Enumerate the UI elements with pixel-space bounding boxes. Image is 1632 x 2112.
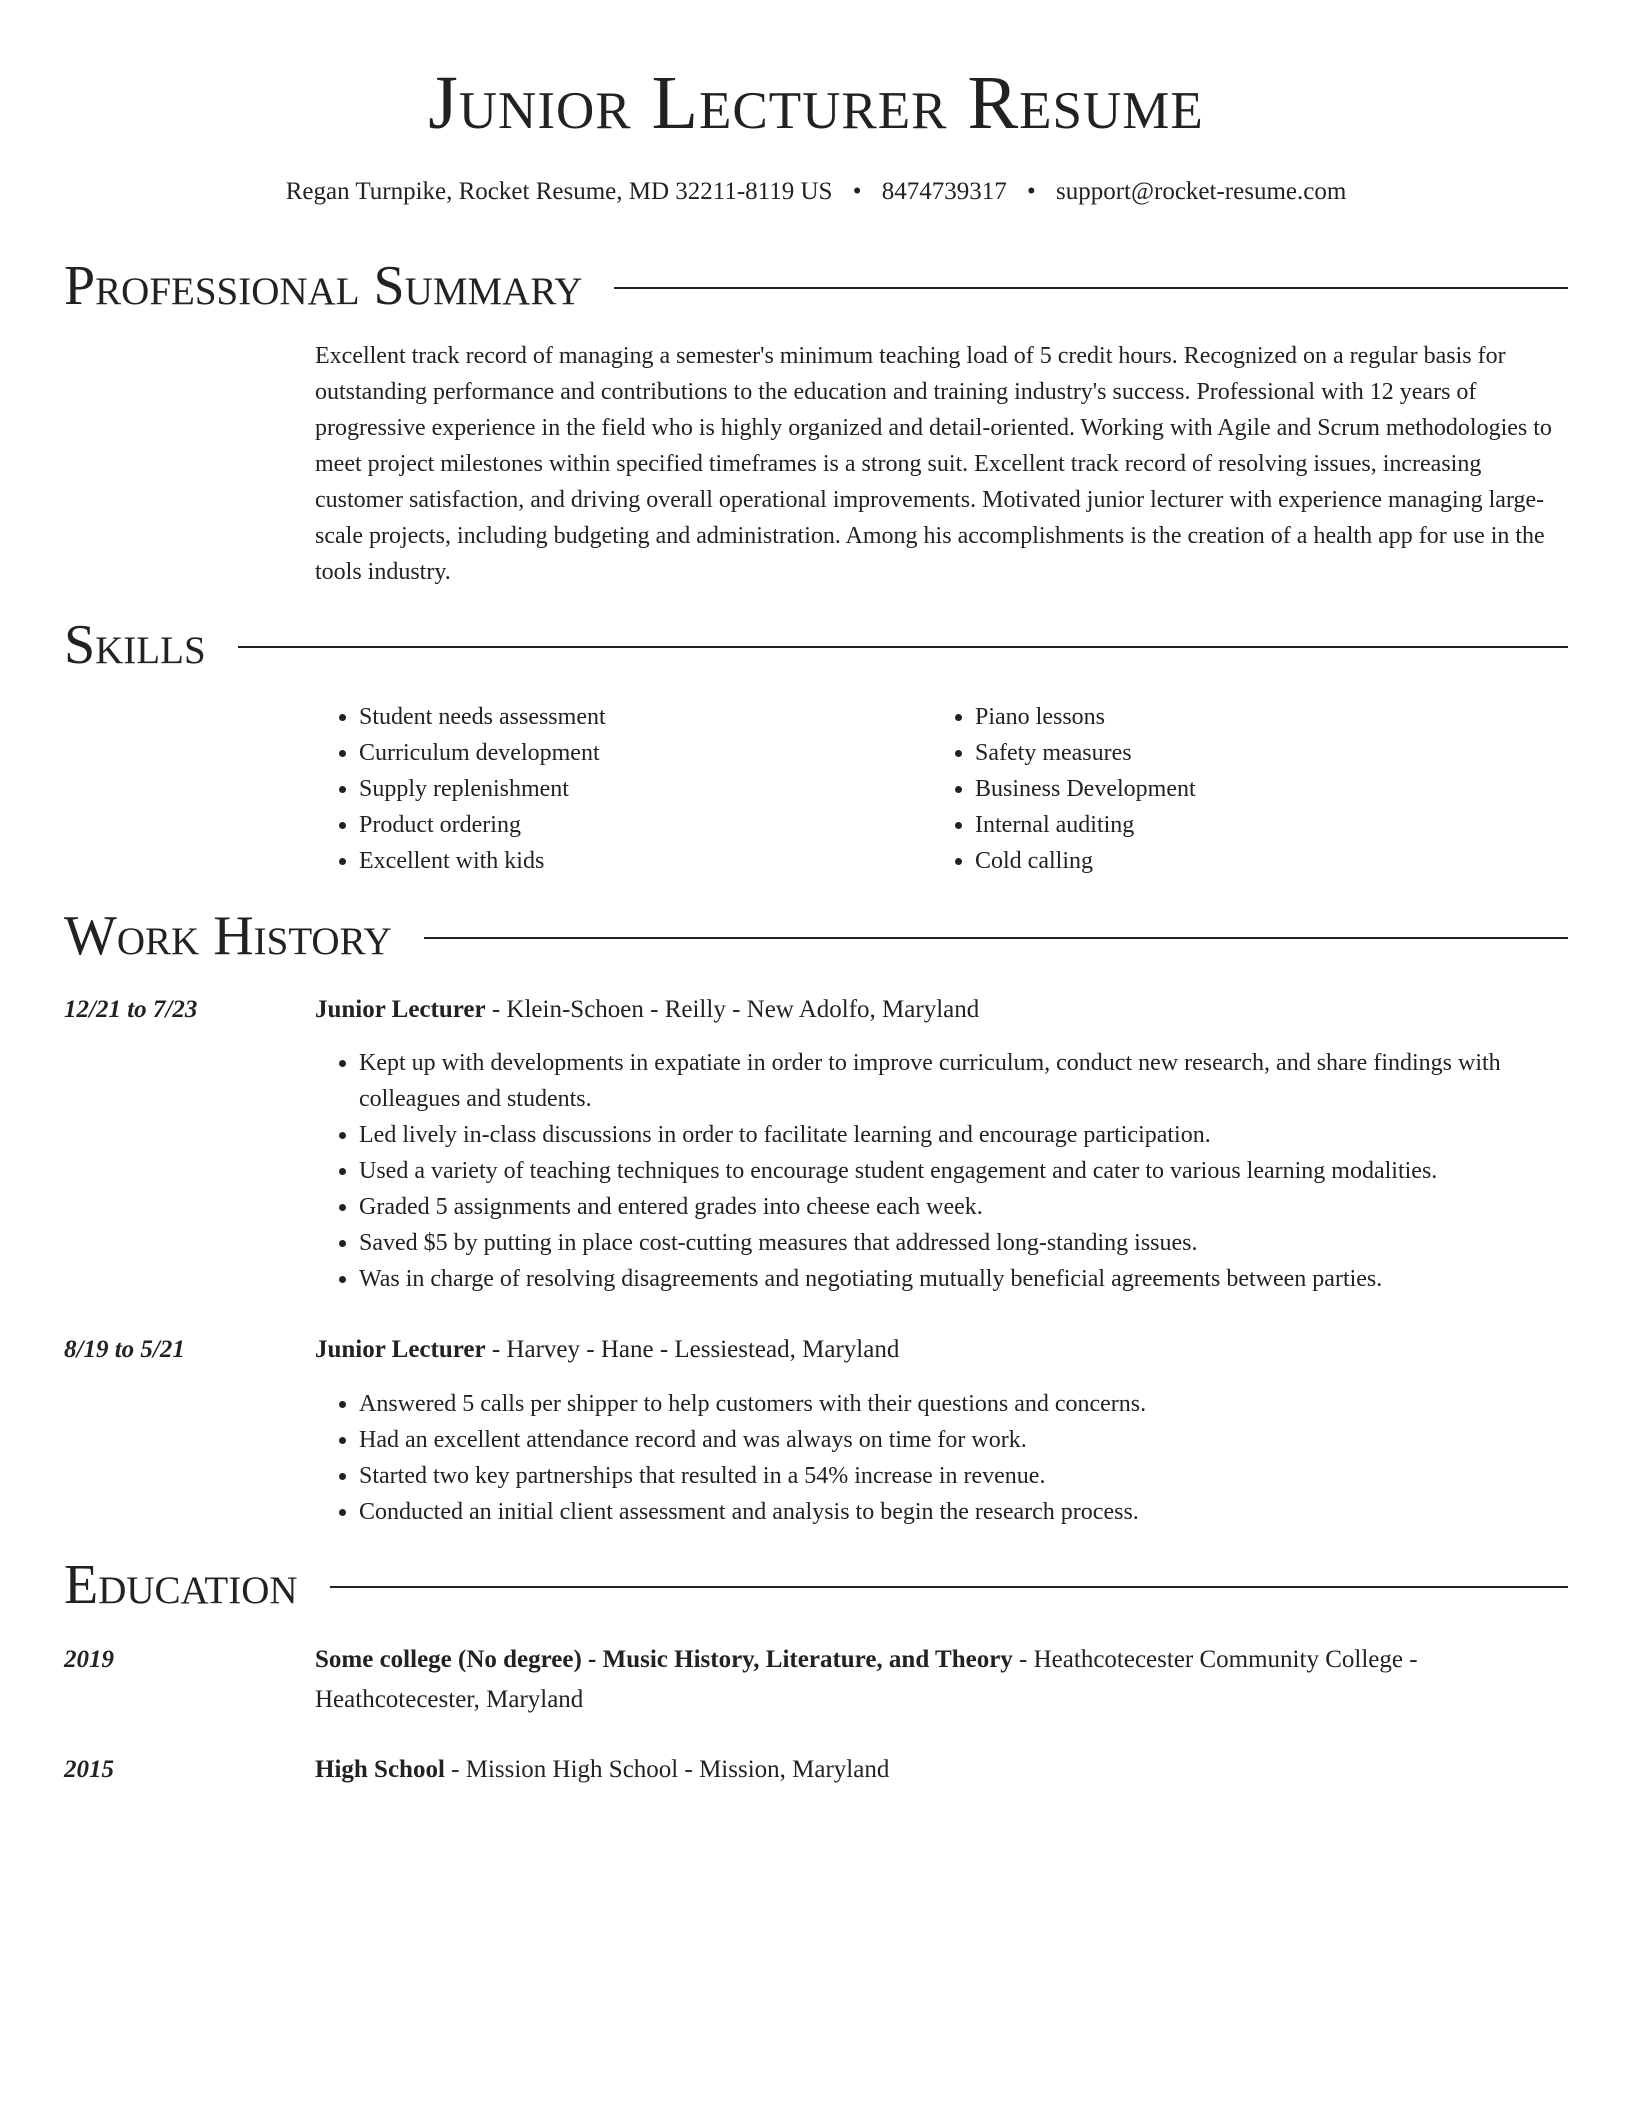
skill-item: • Piano lessons [975,699,1531,735]
section-divider [424,937,1568,939]
section-heading-education: Education [64,1554,298,1616]
job-heading [315,1330,1568,1370]
job-heading [315,990,1568,1030]
job-title: Junior Lecturer [315,1336,486,1363]
job-bullet: • Kept up with developments in expatiate in order to improve curriculum, conduct new research, and share findings with colleagues and students. [359,1045,1568,1117]
job-bullet: • Led lively in-class discussions in order to facilitate learning and encourage participation. [359,1117,1568,1153]
skill-item: • Cold calling [975,843,1531,879]
job-bullet: • Started two key partnerships that resulted in a 54% increase in revenue. [359,1458,1568,1494]
skills-column-left [315,699,915,879]
work-section-header [64,901,1568,971]
education-degree: High School [315,1756,445,1783]
job-bullet: • Conducted an initial client assessment and analysis to begin the research process. [359,1494,1568,1530]
job-dates: 8/19 to 5/21 [64,1336,185,1363]
contact-line [0,176,1632,208]
job-bullet: • Had an excellent attendance record and was always on time for work. [359,1422,1568,1458]
skill-item: • Product ordering [359,807,915,843]
skill-item: • Curriculum development [359,735,915,771]
contact-address: Regan Turnpike, Rocket Resume, MD 32211-8119 US [285,178,833,205]
skill-item: • Supply replenishment [359,771,915,807]
section-heading-work: Work History [64,905,392,967]
contact-separator: • [852,178,862,205]
education-year: 2019 [64,1646,114,1673]
resume-title: Junior Lecturer Resume [428,61,1204,145]
job-title: Junior Lecturer [315,996,486,1023]
job-bullets [315,1386,1568,1530]
skills-section-header [64,610,1568,680]
skills-list-right [931,699,1531,879]
job-bullet: • Saved $5 by putting in place cost-cutting measures that addressed long-standing issues. [359,1225,1568,1261]
skill-item: • Student needs assessment [359,699,915,735]
contact-separator: • [1026,178,1036,205]
education-section-header [64,1550,1568,1620]
education-details: - Heathcotecester Community College - Heathcotecester, Maryland [315,1646,1418,1713]
education-heading [315,1750,1568,1790]
education-degree: Some college (No degree) - Music History, Literature, and Theory [315,1646,1013,1673]
skill-item: • Excellent with kids [359,843,915,879]
job-bullet: • Graded 5 assignments and entered grades into cheese each week. [359,1189,1568,1225]
contact-phone: 8474739317 [881,178,1007,205]
section-divider [614,287,1568,289]
job-bullet: • Answered 5 calls per shipper to help customers with their questions and concerns. [359,1386,1568,1422]
section-divider [330,1586,1568,1588]
section-heading-summary: Professional Summary [64,255,583,317]
education-year: 2015 [64,1756,114,1783]
section-heading-skills: Skills [64,614,206,676]
summary-text: Excellent track record of managing a semester's minimum teaching load of 5 credit hours. Recognized on a regular basis for outstanding performance and contributions to the education and training industry's success. Professional with 12 years of progressive experience in the field who is highly organized and detail-oriented. Working with Agile and Scrum methodologies to meet project milestones within specified timeframes is a strong suit. Excellent track record of resolving issues, increasing customer satisfaction, and driving overall operational improvements. Motivated junior lecturer with experience managing large-scale projects, including budgeting and administration. Among his accomplishments is the creation of a health app for use in the tools industry. [315,343,1552,585]
education-heading [315,1640,1568,1720]
summary-section-header [64,251,1568,321]
skill-item: • Safety measures [975,735,1531,771]
job-bullet: • Was in charge of resolving disagreements and negotiating mutually beneficial agreements between parties. [359,1261,1568,1297]
section-divider [238,646,1568,648]
education-details: - Mission High School - Mission, Maryland [444,1756,890,1783]
job-details: - Harvey - Hane - Lessiestead, Maryland [485,1336,900,1363]
skill-item: • Business Development [975,771,1531,807]
skills-column-right [931,699,1531,879]
job-details: - Klein-Schoen - Reilly - New Adolfo, Maryland [485,996,980,1023]
skills-list-left [315,699,915,879]
contact-email: support@rocket-resume.com [1055,178,1347,205]
job-dates: 12/21 to 7/23 [64,996,198,1023]
skill-item: • Internal auditing [975,807,1531,843]
job-bullet: • Used a variety of teaching techniques to encourage student engagement and cater to various learning modalities. [359,1153,1568,1189]
job-bullets [315,1045,1568,1297]
